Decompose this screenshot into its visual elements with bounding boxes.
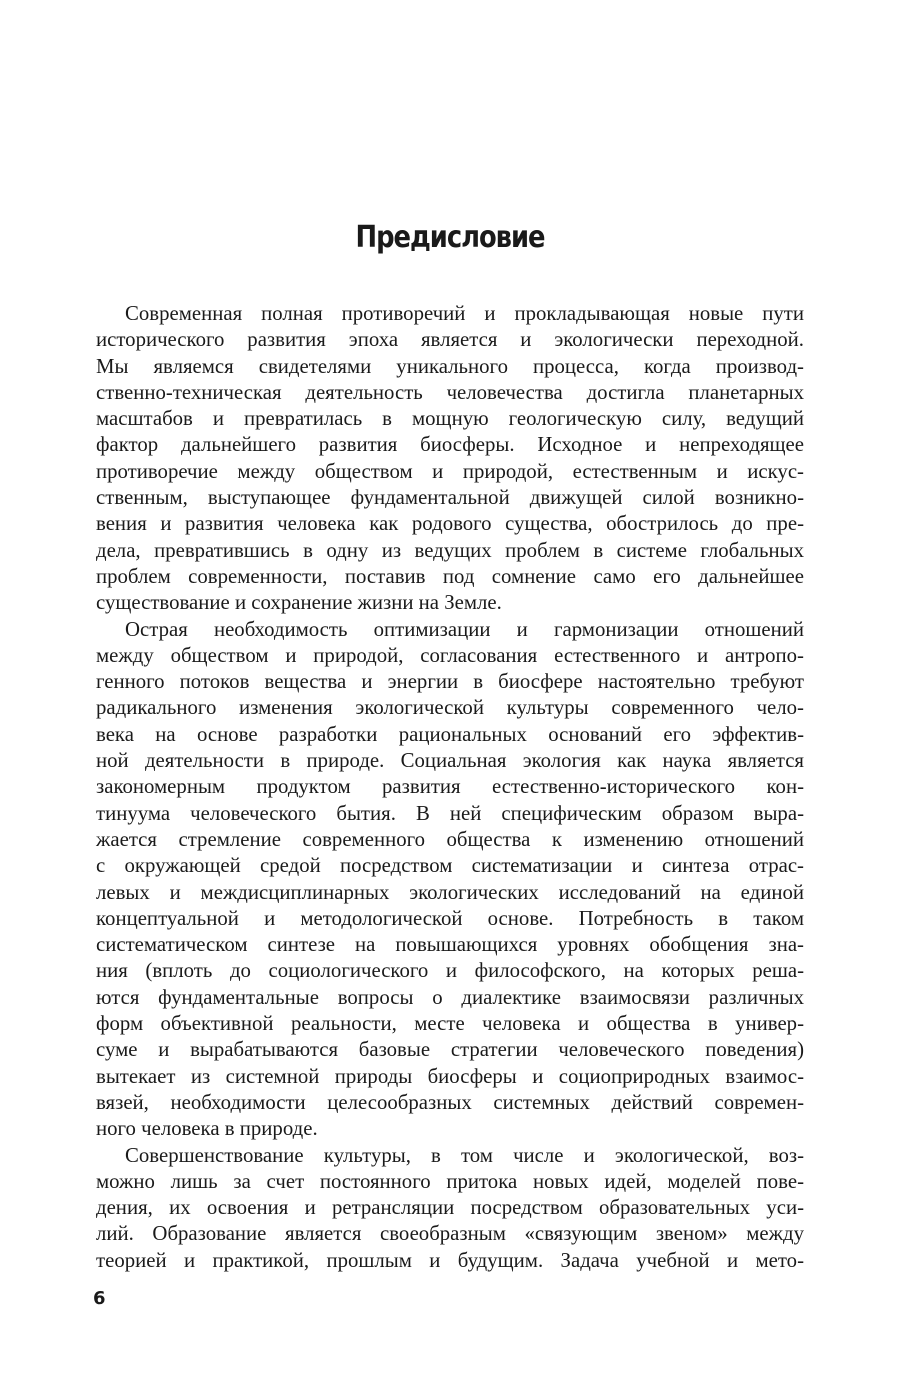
text-line: существование и сохранение жизни на Земле. bbox=[96, 591, 502, 615]
paragraph-2 bbox=[96, 617, 804, 1143]
text-line: теорией и практикой, прошлым и будущим. Задача учебной и мето- bbox=[96, 1248, 804, 1272]
text-line: ния (вплоть до социологического и философского, на которых реша- bbox=[96, 959, 804, 983]
body-text bbox=[96, 301, 804, 1274]
text-line: противоречие между обществом и природой, естественным и искус- bbox=[96, 459, 804, 483]
text-line: Острая необходимость оптимизации и гармонизации отношений bbox=[125, 617, 804, 641]
text-line: проблем современности, поставив под сомнение само его дальнейшее bbox=[96, 564, 804, 588]
text-line: ственно-техническая деятельность человечества достигла планетарных bbox=[96, 380, 804, 404]
text-line: века на основе разработки рациональных оснований его эффектив- bbox=[96, 722, 804, 746]
text-line: масштабов и превратилась в мощную геологическую силу, ведущий bbox=[96, 407, 804, 431]
text-line: закономерным продуктом развития естественно-исторического кон- bbox=[96, 775, 804, 799]
text-line: вязей, необходимости целесообразных системных действий современ- bbox=[96, 1090, 804, 1114]
text-line: фактор дальнейшего развития биосферы. Исходное и непреходящее bbox=[96, 433, 804, 457]
page-title: Предисловие bbox=[355, 220, 545, 255]
text-line: вытекает из системной природы биосферы и социоприродных взаимос- bbox=[96, 1064, 804, 1088]
text-line: ной деятельности в природе. Социальная экология как наука является bbox=[96, 749, 804, 773]
text-line: левых и междисциплинарных экологических исследований на единой bbox=[96, 880, 804, 904]
text-line: ного человека в природе. bbox=[96, 1117, 318, 1141]
text-line: дела, превратившись в одну из ведущих проблем в системе глобальных bbox=[96, 538, 804, 562]
text-line: концептуальной и методологической основе. Потребность в таком bbox=[96, 906, 804, 930]
text-line: форм объективной реальности, месте человека и общества в универ- bbox=[96, 1012, 804, 1036]
text-line: Современная полная противоречий и прокладывающая новые пути bbox=[125, 302, 804, 325]
paragraph-3 bbox=[96, 1143, 804, 1274]
text-line: дения, их освоения и ретрансляции посредством образовательных уси- bbox=[96, 1196, 804, 1220]
page-number: 6 bbox=[93, 1288, 106, 1309]
text-line: жается стремление современного общества к изменению отношений bbox=[96, 827, 804, 851]
text-line: с окружающей средой посредством систематизации и синтеза отрас- bbox=[96, 854, 804, 878]
text-line: можно лишь за счет постоянного притока новых идей, моделей пове- bbox=[96, 1169, 804, 1193]
text-line: вения и развития человека как родового существа, обострилось до пре- bbox=[96, 512, 804, 536]
text-line: суме и вырабатываются базовые стратегии человеческого поведения) bbox=[96, 1038, 804, 1062]
text-line: Мы являемся свидетелями уникального процесса, когда производ- bbox=[96, 354, 804, 378]
text-line: систематическом синтезе на повышающихся уровнях обобщения зна- bbox=[96, 933, 804, 957]
text-line: Совершенствование культуры, в том числе и экологической, воз- bbox=[125, 1143, 804, 1167]
text-line: тинуума человеческого бытия. В ней специфическим образом выра- bbox=[96, 801, 804, 825]
text-line: исторического развития эпоха является и экологически переходной. bbox=[96, 328, 804, 352]
text-line: между обществом и природой, согласования естественного и антропо- bbox=[96, 643, 804, 667]
paragraph-1 bbox=[96, 301, 804, 617]
text-line: ются фундаментальные вопросы о диалектике взаимосвязи различных bbox=[96, 985, 804, 1009]
text-line: радикального изменения экологической культуры современного чело- bbox=[96, 696, 804, 720]
text-line: генного потоков вещества и энергии в биосфере настоятельно требуют bbox=[96, 670, 804, 694]
text-line: лий. Образование является своеобразным «связующим звеном» между bbox=[96, 1222, 804, 1246]
text-line: ственным, выступающее фундаментальной движущей силой возникно- bbox=[96, 486, 804, 510]
